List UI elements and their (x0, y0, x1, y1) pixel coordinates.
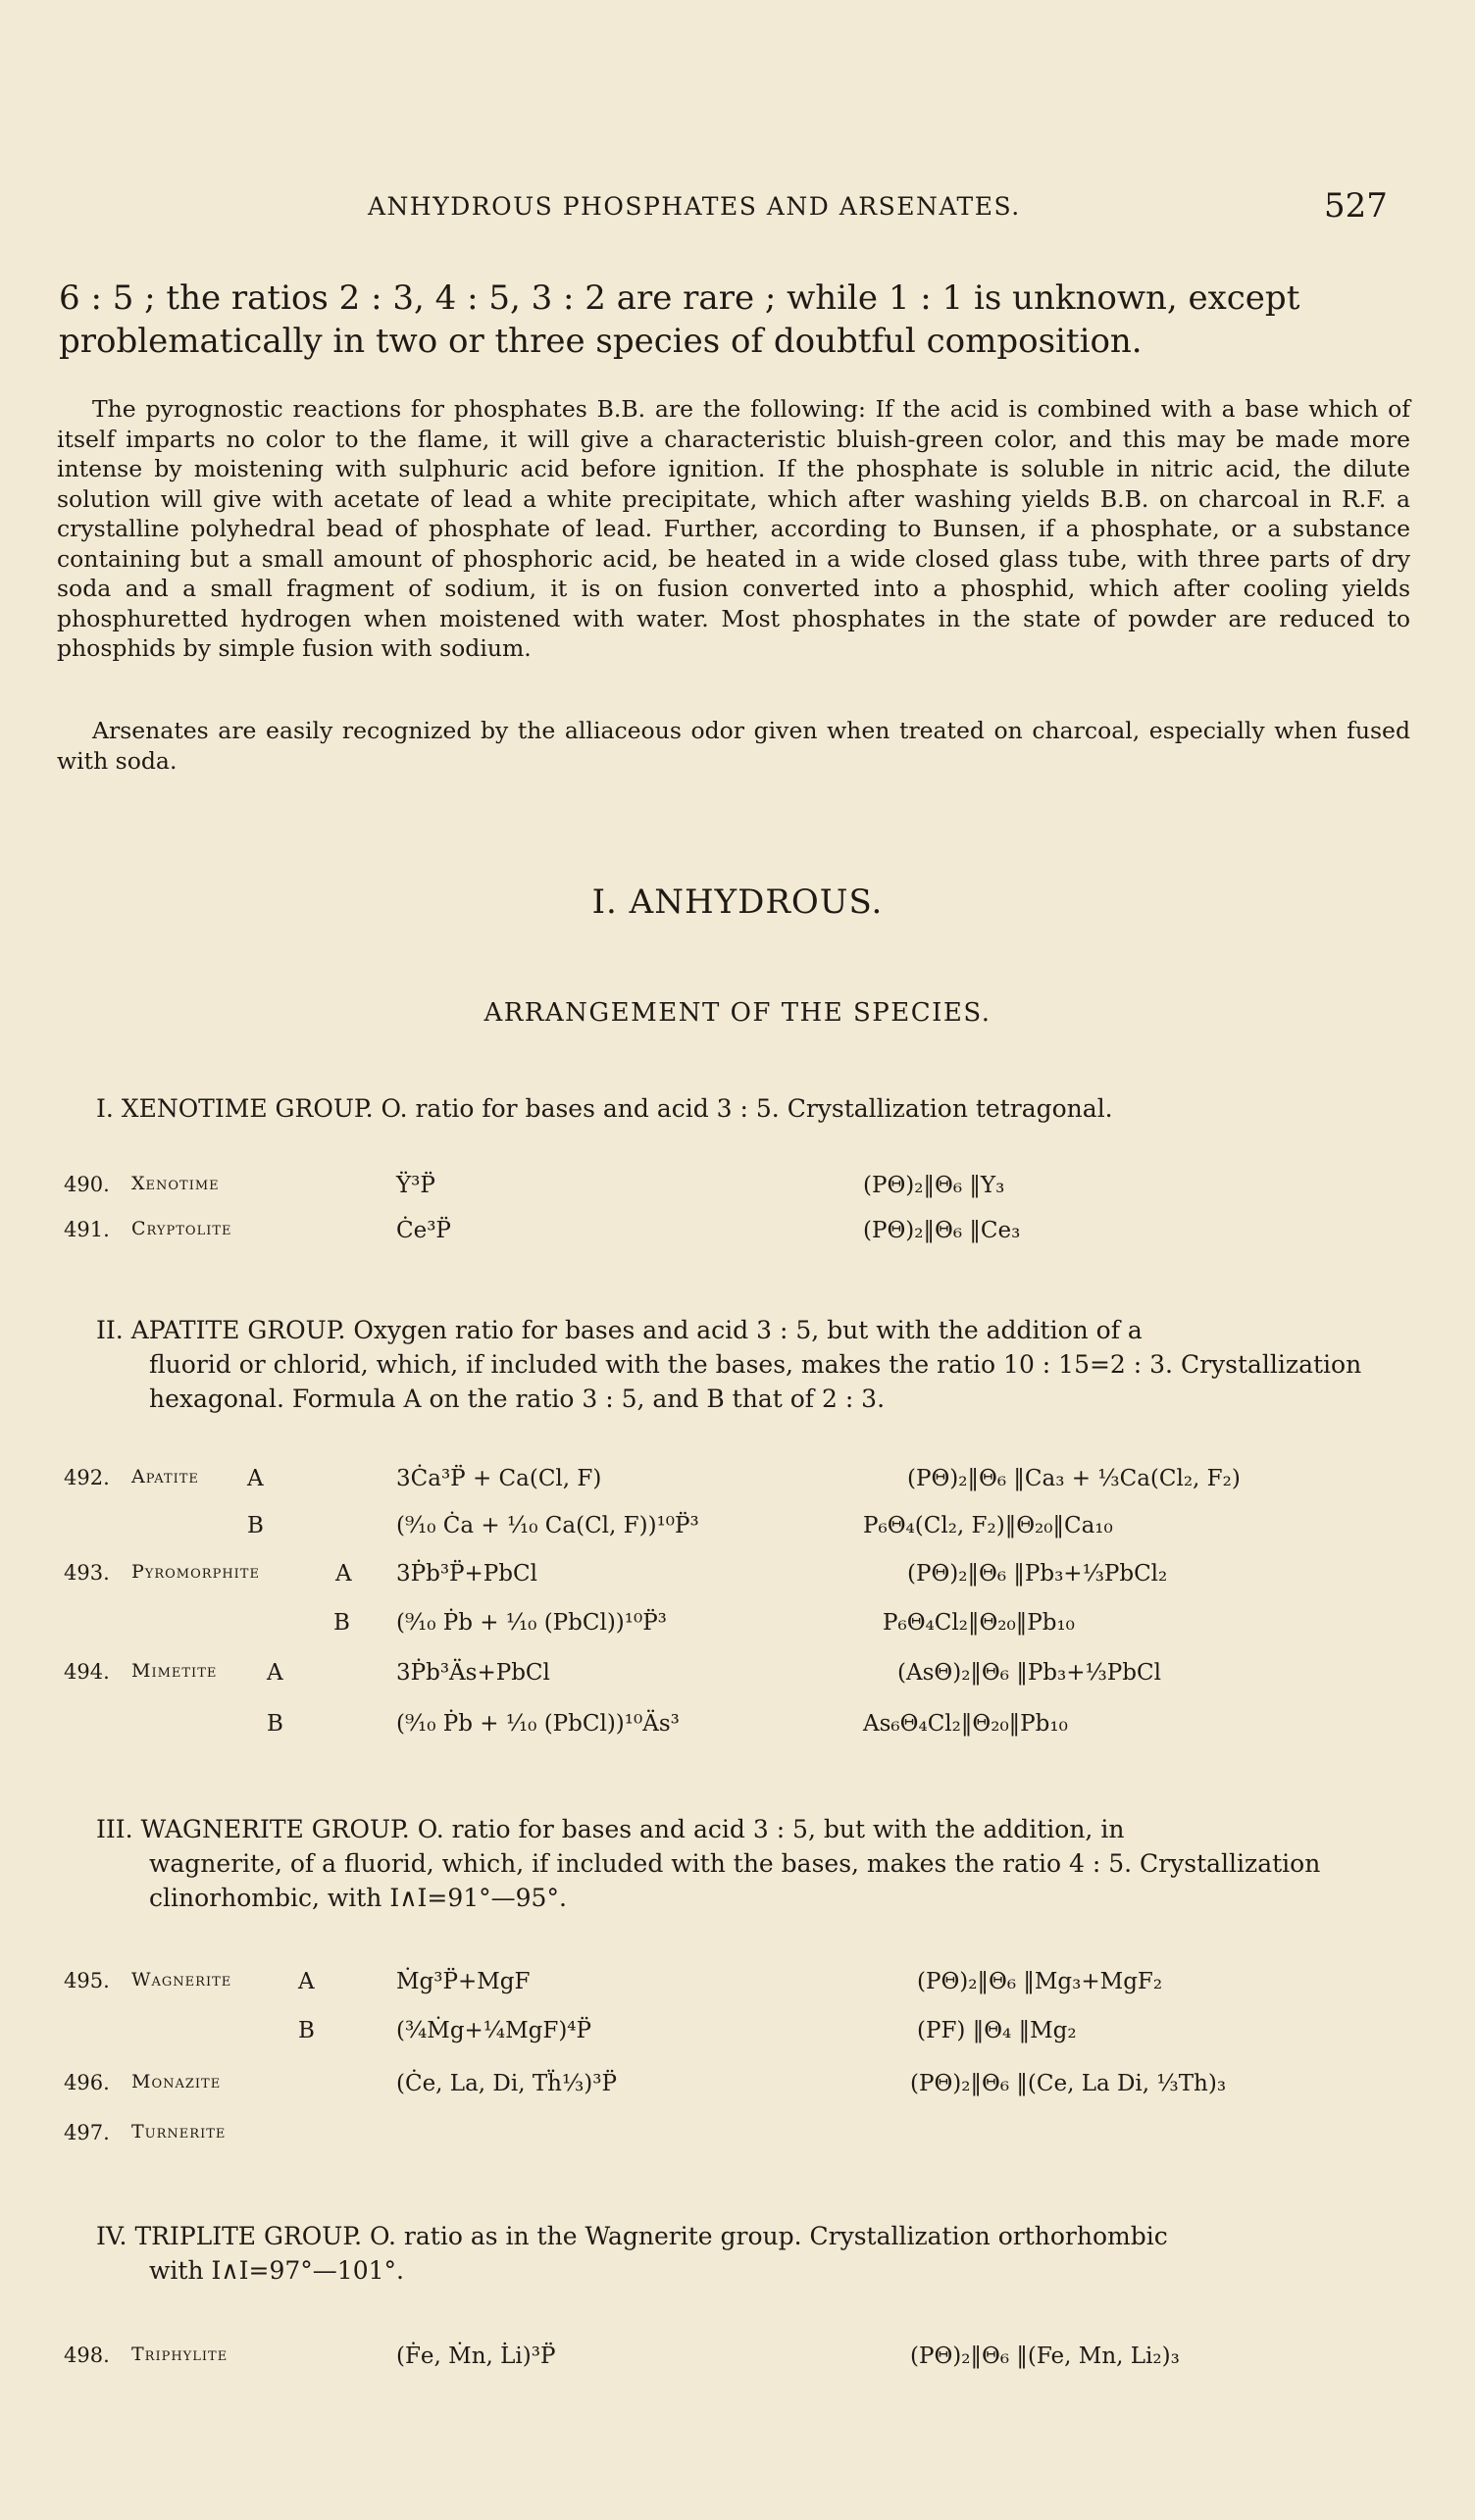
group-heading-text: IV. TRIPLITE GROUP. O. ratio as in the Wagnerite group. Crystallization orthorhombic (96, 2222, 1168, 2250)
group-heading-text: III. WAGNERITE GROUP. O. ratio for bases and acid 3 : 5, but with the addition, in (96, 1815, 1125, 1843)
variant-label: A (335, 1561, 352, 1587)
species-row (0, 1711, 1475, 1750)
variant-label: A (298, 1969, 315, 1994)
species-name: Turnerite (131, 2121, 227, 2142)
page-number: 527 (1324, 186, 1388, 226)
variant-label: A (247, 1466, 264, 1491)
formula-new: P₆Θ₄(Cl₂, F₂)‖Θ₂₀‖Ca₁₀ (863, 1513, 1113, 1538)
formula-new: P₆Θ₄Cl₂‖Θ₂₀‖Pb₁₀ (883, 1610, 1075, 1636)
group-heading-text: II. APATITE GROUP. Oxygen ratio for bases and acid 3 : 5, but with the addition of a (96, 1316, 1143, 1344)
species-name: Apatite (131, 1466, 199, 1487)
species-number: 497. (64, 2121, 110, 2144)
species-number: 496. (64, 2071, 110, 2094)
species-row (0, 1610, 1475, 1649)
species-number: 495. (64, 1969, 110, 1992)
species-row (0, 1513, 1475, 1552)
group-heading-triplite (96, 2219, 1450, 2288)
formula-old: (⁹⁄₁₀ Ṗb + ¹⁄₁₀ (PbCl))¹⁰Äs³ (396, 1711, 680, 1737)
group-heading-wagnerite (96, 1812, 1450, 1915)
group-heading-apatite (96, 1313, 1450, 1416)
formula-new: (PΘ)₂‖Θ₆ ‖(Ce, La Di, ⅓Th)₃ (910, 2071, 1227, 2096)
formula-old: (Ḟe, Ṁn, L̇i)³P̈ (396, 2344, 556, 2369)
section-title: I. ANHYDROUS. (591, 882, 884, 922)
formula-new: (PΘ)₂‖Θ₆ ‖(Fe, Mn, Li₂)₃ (910, 2344, 1180, 2369)
formula-new: As₆Θ₄Cl₂‖Θ₂₀‖Pb₁₀ (863, 1711, 1068, 1737)
variant-label: B (333, 1610, 350, 1636)
formula-new: (PΘ)₂‖Θ₆ ‖Ce₃ (863, 1218, 1021, 1243)
species-number: 494. (64, 1660, 110, 1684)
species-row (0, 1218, 1475, 1257)
species-number: 498. (64, 2344, 110, 2367)
formula-new: (PΘ)₂‖Θ₆ ‖Pb₃+⅓PbCl₂ (907, 1561, 1168, 1587)
species-row (0, 2018, 1475, 2057)
variant-label: A (267, 1660, 283, 1686)
group-heading-text: I. XENOTIME GROUP. O. ratio for bases and acid 3 : 5. Crystallization tetragonal. (96, 1094, 1113, 1123)
species-number: 491. (64, 1218, 110, 1241)
species-row (0, 1969, 1475, 2008)
species-name: Pyromorphite (131, 1561, 260, 1583)
formula-new: (PΘ)₂‖Θ₆ ‖Y₃ (863, 1173, 1005, 1198)
formula-old: (¾Ṁg+¼MgF)⁴P̈ (396, 2018, 592, 2043)
species-row (0, 2071, 1475, 2110)
running-title: ANHYDROUS PHOSPHATES AND ARSENATES. (368, 192, 1021, 221)
lead-paragraph: 6 : 5 ; the ratios 2 : 3, 4 : 5, 3 : 2 are rare ; while 1 : 1 is unknown, except problematically in two or three species of doubtful composition. (59, 278, 1300, 361)
species-name: Cryptolite (131, 1218, 232, 1239)
formula-new: (PΘ)₂‖Θ₆ ‖Ca₃ + ⅓Ca(Cl₂, F₂) (907, 1466, 1241, 1491)
formula-old: 3Ṗb³Äs+PbCl (396, 1660, 550, 1686)
species-row (0, 1466, 1475, 1505)
formula-old: Ÿ³P̈ (396, 1173, 435, 1198)
pyrognostic-paragraph: The pyrognostic reactions for phosphates B.B. are the following: If the acid is combined with a base which of itself imparts no color to the flame, it will give a characteristic bluish-green color, and this may be made more intense by moistening with sulphuric acid before ignition. If the phosphate is soluble in nitric acid, the dilute solution will give with acetate of lead a white precipitate, which after washing yields B.B. on charcoal in R.F. a crystalline polyhedral bead of phosphate of lead. Further, according to Bunsen, if a phosphate, or a substance containing but a small amount of phosphoric acid, be heated in a wide closed glass tube, with three parts of dry soda and a small fragment of sodium, it is on fusion converted into a phosphid, which after cooling yields phosphuretted hydrogen when moistened with water. Most phosphates in the state of powder are reduced to phosphids by simple fusion with sodium. (57, 395, 1410, 662)
species-row (0, 2344, 1475, 2383)
species-name: Xenotime (131, 1173, 220, 1194)
species-row (0, 1173, 1475, 1212)
species-number: 493. (64, 1561, 110, 1585)
species-row (0, 2121, 1475, 2160)
species-row (0, 1561, 1475, 1600)
species-name: Triphylite (131, 2344, 229, 2365)
species-number: 490. (64, 1173, 110, 1196)
group-heading-continuation: with I∧I=97°—101°. (149, 2256, 404, 2285)
formula-old: (⁹⁄₁₀ Ċa + ¹⁄₁₀ Ca(Cl, F))¹⁰P̈³ (396, 1513, 699, 1538)
species-name: Monazite (131, 2071, 222, 2092)
formula-new: (PF) ‖Θ₄ ‖Mg₂ (917, 2018, 1077, 2043)
formula-old: 3Ċa³P̈ + Ca(Cl, F) (396, 1466, 602, 1491)
group-heading-continuation: wagnerite, of a fluorid, which, if included with the bases, makes the ratio 4 : 5. Crystallization clinorhombic, with I∧I=91°—95°. (149, 1849, 1321, 1912)
formula-old: 3Ṗb³P̈+PbCl (396, 1561, 537, 1587)
formula-old: Ċe³P̈ (396, 1218, 451, 1243)
group-heading-xenotime (96, 1091, 1450, 1126)
variant-label: B (267, 1711, 283, 1737)
variant-label: B (298, 2018, 315, 2043)
formula-old: (Ċe, La, Di, Tḧ⅓)³P̈ (396, 2071, 617, 2096)
variant-label: B (247, 1513, 264, 1538)
group-heading-continuation: fluorid or chlorid, which, if included with the bases, makes the ratio 10 : 15=2 : 3. Crystallization hexagonal. Formula A on the ratio 3 : 5, and B that of 2 : 3. (149, 1350, 1362, 1413)
formula-new: (PΘ)₂‖Θ₆ ‖Mg₃+MgF₂ (917, 1969, 1163, 1994)
formula-old: Ṁg³P̈+MgF (396, 1969, 531, 1994)
species-number: 492. (64, 1466, 110, 1489)
species-name: Mimetite (131, 1660, 218, 1682)
species-name: Wagnerite (131, 1969, 232, 1991)
species-row (0, 1660, 1475, 1699)
section-subtitle: ARRANGEMENT OF THE SPECIES. (483, 998, 992, 1028)
arsenates-paragraph: Arsenates are easily recognized by the alliaceous odor given when treated on charcoal, especially when fused with soda. (57, 717, 1410, 775)
formula-new: (AsΘ)₂‖Θ₆ ‖Pb₃+⅓PbCl (897, 1660, 1161, 1686)
formula-old: (⁹⁄₁₀ Ṗb + ¹⁄₁₀ (PbCl))¹⁰P̈³ (396, 1610, 667, 1636)
